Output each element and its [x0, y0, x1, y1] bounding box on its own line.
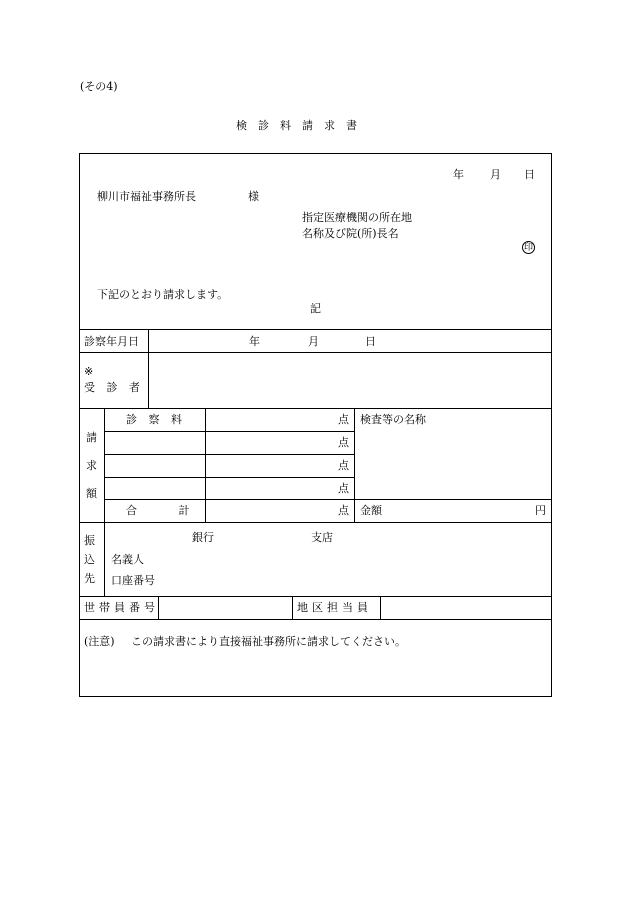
account-holder-label: 名義人 [111, 553, 144, 566]
exam-day-label: 日 [365, 335, 376, 348]
branch-label: 支店 [311, 531, 333, 544]
honorific: 様 [248, 190, 259, 203]
amount-label: 金額 [360, 504, 382, 517]
divider [104, 431, 354, 432]
date-month-label: 月 [490, 168, 501, 181]
divider [79, 408, 552, 409]
point-unit: 点 [338, 413, 349, 426]
patient-mark: ※ [84, 365, 94, 378]
divider [104, 454, 354, 455]
note-label: (注意) [84, 635, 115, 648]
seal-mark-icon: 印 [523, 243, 533, 253]
district-officer-label: 地区担当員 [297, 601, 372, 614]
divider [148, 329, 149, 408]
member-number-label: 世帯員番号 [84, 601, 159, 614]
institution-name-label: 名称及び院(所)長名 [302, 227, 399, 240]
bank-label: 銀行 [192, 531, 214, 544]
divider [104, 499, 552, 500]
request-statement: 下記のとおり請求します。 [97, 288, 229, 301]
form-number: (その4) [80, 80, 118, 93]
patient-label: 受 診 者 [84, 381, 144, 394]
divider [79, 522, 552, 523]
point-unit: 点 [338, 436, 349, 449]
date-day-label: 日 [524, 168, 535, 181]
transfer-label-char: 振 [84, 534, 95, 547]
divider [79, 329, 552, 330]
divider [104, 477, 354, 478]
divider [104, 408, 105, 596]
transfer-label-char: 込 [84, 553, 95, 566]
account-number-label: 口座番号 [111, 574, 155, 587]
ki-label: 記 [310, 302, 321, 315]
exam-names-label: 検査等の名称 [360, 413, 426, 426]
divider [380, 596, 381, 619]
exam-month-label: 月 [308, 335, 319, 348]
divider [79, 596, 552, 597]
point-unit: 点 [338, 482, 349, 495]
recipient-name: 柳川市福祉事務所長 [97, 190, 196, 203]
transfer-label-char: 先 [84, 572, 95, 585]
divider [79, 619, 552, 620]
divider [292, 596, 293, 619]
date-year-label: 年 [453, 168, 464, 181]
page-title: 検診料請求書 [236, 119, 368, 132]
billing-label-char: 求 [86, 459, 97, 472]
point-unit: 点 [338, 504, 349, 517]
billing-label-char: 請 [86, 431, 97, 444]
divider [205, 408, 206, 522]
yen-unit: 円 [535, 504, 546, 517]
note-text: この請求書により直接福祉事務所に請求してください。 [131, 635, 406, 648]
billing-label-char: 額 [86, 487, 97, 500]
total-label: 合 計 [126, 504, 200, 517]
exam-year-label: 年 [249, 335, 260, 348]
point-unit: 点 [338, 459, 349, 472]
divider [354, 408, 355, 522]
divider [79, 352, 552, 353]
fee-label: 診 察 料 [126, 413, 186, 426]
exam-date-label: 診察年月日 [84, 335, 139, 348]
institution-address-label: 指定医療機関の所在地 [302, 211, 412, 224]
